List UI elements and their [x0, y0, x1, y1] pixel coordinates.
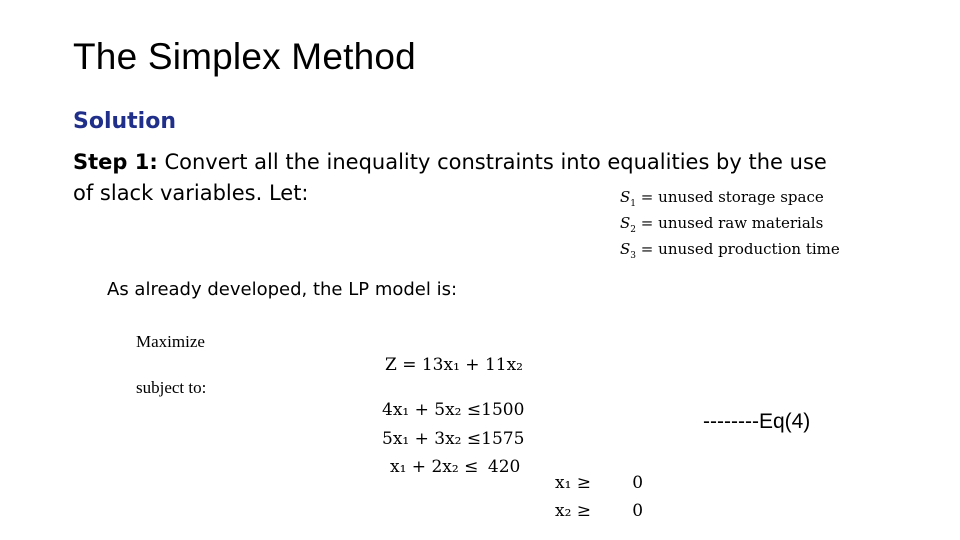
slack-rel: =	[640, 240, 654, 258]
constraint-rhs: 1500	[481, 400, 525, 420]
slack-rel: =	[640, 188, 654, 206]
subject-to-label: subject to:	[136, 378, 207, 397]
constraint-rhs: 1575	[481, 429, 525, 449]
solution-heading: Solution	[73, 109, 176, 134]
slack-desc: unused raw materials	[658, 214, 824, 232]
constraint-lhs: x₁ + 2x₂ ≤	[390, 457, 479, 477]
constraint-rhs: 420	[487, 457, 521, 477]
constraint-lhs: 4x₁ + 5x₂ ≤	[382, 400, 482, 420]
slack-var: S	[620, 188, 631, 206]
step-text-line-2: of slack variables. Let:	[73, 181, 309, 205]
constraint-3	[390, 457, 520, 477]
step-1-line-1	[73, 150, 827, 174]
nonneg-lhs: x₂ ≥	[555, 501, 592, 521]
model-intro: As already developed, the LP model is:	[107, 279, 458, 300]
constraint-2	[382, 429, 523, 449]
nonneg-rhs: 0	[632, 501, 644, 521]
slack-sub: 2	[630, 225, 637, 235]
maximize-label: Maximize	[136, 332, 205, 351]
nonneg-lhs: x₁ ≥	[555, 473, 592, 493]
objective-function: Z = 13x₁ + 11x₂	[385, 355, 523, 375]
slack-variable-3	[620, 240, 840, 261]
slide-title: The Simplex Method	[73, 36, 416, 77]
constraint-lhs: 5x₁ + 3x₂ ≤	[382, 429, 482, 449]
equation-tag: --------Eq(4)	[703, 410, 811, 433]
nonneg-rhs: 0	[632, 473, 644, 493]
slack-rel: =	[640, 214, 654, 232]
slack-var: S	[620, 214, 631, 232]
step-text-line-1: Convert all the inequality constraints into equalities by the use	[157, 150, 827, 174]
nonnegativity-x2	[555, 501, 643, 521]
slack-variable-2	[620, 214, 823, 235]
slack-sub: 3	[630, 251, 637, 261]
nonnegativity-x1	[555, 473, 643, 493]
constraint-1	[382, 400, 523, 420]
slack-var: S	[620, 240, 631, 258]
slack-sub: 1	[630, 199, 637, 209]
slack-variable-1	[620, 188, 824, 209]
step-label: Step 1:	[73, 150, 158, 174]
slack-desc: unused storage space	[658, 188, 824, 206]
slack-desc: unused production time	[658, 240, 840, 258]
